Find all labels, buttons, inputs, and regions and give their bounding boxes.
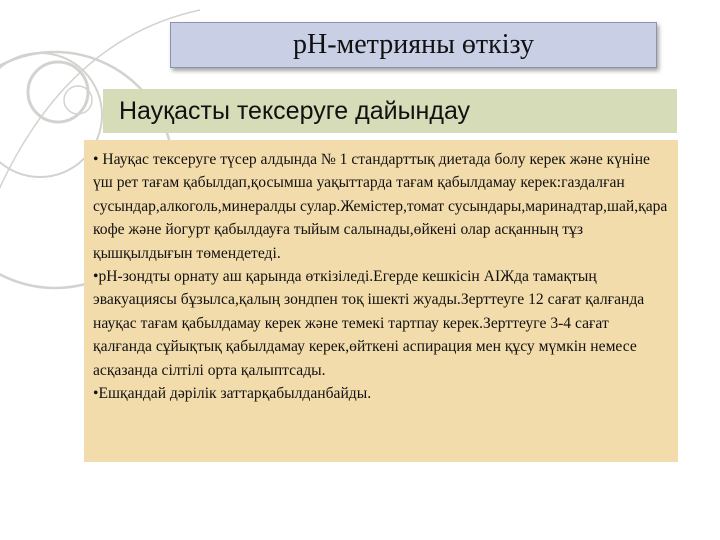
slide-subtitle-text: Науқасты тексеруге дайындау bbox=[119, 96, 471, 125]
bullet-item: •рН-зондты орнату аш қарында өткізіледі.Егерде кешкісін АІЖда тамақтың эвакуациясы бұзылса,қалың зондпен тоқ ішекті жуады.Зерттеуге 12 сағат қалғанда науқас тағам қабылдамау керек және темекі тартпау керек.Зерттеуге 3-4 сағат қалғанда сұйықтық қабылдамау керек,өйткені аспирация мен құсу мүмкін немесе асқазанда сілтілі орта қалыптсады. bbox=[93, 268, 645, 379]
slide-title bbox=[170, 22, 657, 68]
decor-circle-tiny bbox=[64, 86, 92, 114]
slide-subtitle bbox=[103, 89, 677, 133]
bullet-item: •Ешқандай дәрілік заттарқабылданбайды. bbox=[93, 385, 372, 403]
content-panel bbox=[84, 140, 678, 462]
decor-circle-small bbox=[28, 62, 88, 122]
slide-title-text: рН-метрияны өткізу bbox=[292, 29, 535, 60]
bullet-item: • Науқас тексеруге түсер алдында № 1 стандарттық диетада болу керек және күніне үш рет тағам қабылдап,қосымша уақыттарда тағам қабылдамау керек:газдалған сусындар,алкоголь,минералды сулар.Жемістер,томат сусындары,маринадтар,шай,қара кофе және йогурт қабылдауға тыйым салынады,өйкені олар асқанның тұз қышқылдығын төмендетеді. bbox=[93, 151, 668, 262]
